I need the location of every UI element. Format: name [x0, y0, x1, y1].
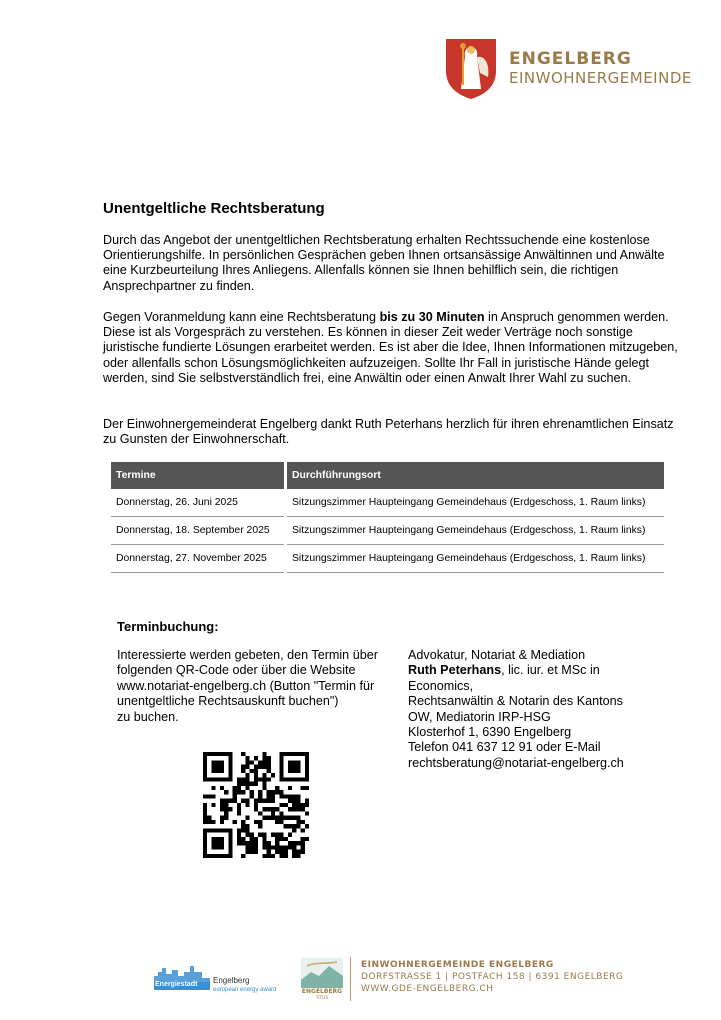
contact-phone: Telefon 041 637 12 91 oder E-Mail: [408, 740, 601, 755]
row-location: Sitzungszimmer Haupteingang Gemeindehaus (Erdgeschoss, 1. Raum links): [287, 489, 664, 517]
header-ort: Durchführungsort: [287, 462, 664, 489]
logo-line-2: EINWOHNERGEMEINDE: [509, 69, 692, 87]
contact-line: Economics,: [408, 678, 474, 693]
energiestadt-label: Energiestadt: [155, 981, 198, 988]
footer-postal: DORFSTRASSE 1 | POSTFACH 158 | 6391 ENGELBERG: [361, 972, 624, 982]
logo-line-1: ENGELBERG: [509, 49, 632, 69]
energiestadt-award: european energy award: [213, 987, 277, 993]
row-date: Donnerstag, 26. Juni 2025: [111, 489, 284, 517]
contact-email[interactable]: rechtsberatung@notariat-engelberg.ch: [408, 755, 624, 770]
consultation-duration: bis zu 30 Minuten: [379, 310, 485, 324]
row-date: Donnerstag, 18. September 2025: [111, 517, 284, 545]
contact-name: Ruth Peterhans: [408, 663, 502, 678]
titlis-logo: [301, 958, 343, 988]
table-header-row: [111, 462, 664, 489]
schedule-table: [108, 462, 667, 573]
page-title: Unentgeltliche Rechtsberatung: [103, 200, 325, 217]
contact-name-line: [408, 663, 648, 678]
booking-qr-code[interactable]: [203, 752, 309, 858]
consultation-paragraph: [103, 310, 678, 386]
table-row: [111, 489, 664, 517]
footer-org: EINWOHNERGEMEINDE ENGELBERG: [361, 960, 554, 970]
table-row: [111, 545, 664, 573]
footer-web[interactable]: WWW.GDE-ENGELBERG.CH: [361, 984, 494, 994]
row-location: Sitzungszimmer Haupteingang Gemeindehaus (Erdgeschoss, 1. Raum links): [287, 545, 664, 573]
booking-line: folgenden QR-Code oder über die Website: [117, 663, 356, 678]
table-row: [111, 517, 664, 545]
titlis-sublabel: TITLIS: [315, 995, 328, 1000]
booking-line: Interessierte werden gebeten, den Termin über: [117, 648, 378, 662]
contact-line: Rechtsanwältin & Notarin des Kantons: [408, 694, 623, 709]
consultation-text-before: Gegen Voranmeldung kann eine Rechtsberatung: [103, 310, 380, 324]
consultation-text-after: in Anspruch genommen werden. Diese ist als Vorgespräch zu verstehen. Es können in dieser Zeit weder Verträge noch sonstige juristische fundierte Lösungen erarbeitet werden. Es ist aber die Idee, Ihnen Informationen mitzugeben, oder allenfalls schon Lösungsmöglichkeiten aufzuzeigen. Sollte Ihr Fall in juristische Hände gelegt werden, sind Sie selbstverständlich frei, eine Anwältin oder einen Anwalt Ihrer Wahl zu suchen.: [103, 310, 678, 385]
booking-title: Terminbuchung:: [117, 619, 219, 634]
thanks-paragraph: Der Einwohnergemeinderat Engelberg dankt Ruth Peterhans herzlich für ihren ehrenamtlichen Einsatz zu Gunsten der Einwohnerschaft.: [103, 417, 674, 447]
header-termine: Termine: [111, 462, 284, 489]
engelberg-crest-logo: [444, 37, 498, 100]
intro-paragraph: Durch das Angebot der unentgeltlichen Rechtsberatung erhalten Rechtssuchende eine kostenlose Orientierungshilfe. In persönlichen Gesprächen geben Ihnen ortsansässige Anwältinnen und Anwälte eine Kurzbeurteilung Ihres Anliegens. Allenfalls können sie Ihnen behilflich sein, die richtigen Ansprechpartner zu finden.: [103, 233, 665, 293]
booking-website-line: www.notariat-engelberg.ch (Button "Termin für: [117, 678, 375, 693]
contact-degree: , lic. iur. et MSc in: [501, 663, 600, 678]
row-location: Sitzungszimmer Haupteingang Gemeindehaus (Erdgeschoss, 1. Raum links): [287, 517, 664, 545]
energiestadt-town: Engelberg: [213, 976, 250, 985]
footer-divider: [350, 957, 351, 1001]
contact-block: [408, 648, 648, 771]
contact-address: Klosterhof 1, 6390 Engelberg: [408, 725, 572, 740]
titlis-label: ENGELBERG: [301, 988, 343, 995]
contact-line: OW, Mediatorin IRP-HSG: [408, 709, 551, 724]
row-date: Donnerstag, 27. November 2025: [111, 545, 284, 573]
booking-line: zu buchen.: [117, 709, 179, 724]
logo-wordmark: [509, 49, 692, 87]
booking-instructions: [117, 648, 397, 725]
footer-address: [361, 959, 623, 995]
booking-line: unentgeltliche Rechtsauskunft buchen"): [117, 694, 339, 709]
contact-firm: Advokatur, Notariat & Mediation: [408, 648, 586, 662]
